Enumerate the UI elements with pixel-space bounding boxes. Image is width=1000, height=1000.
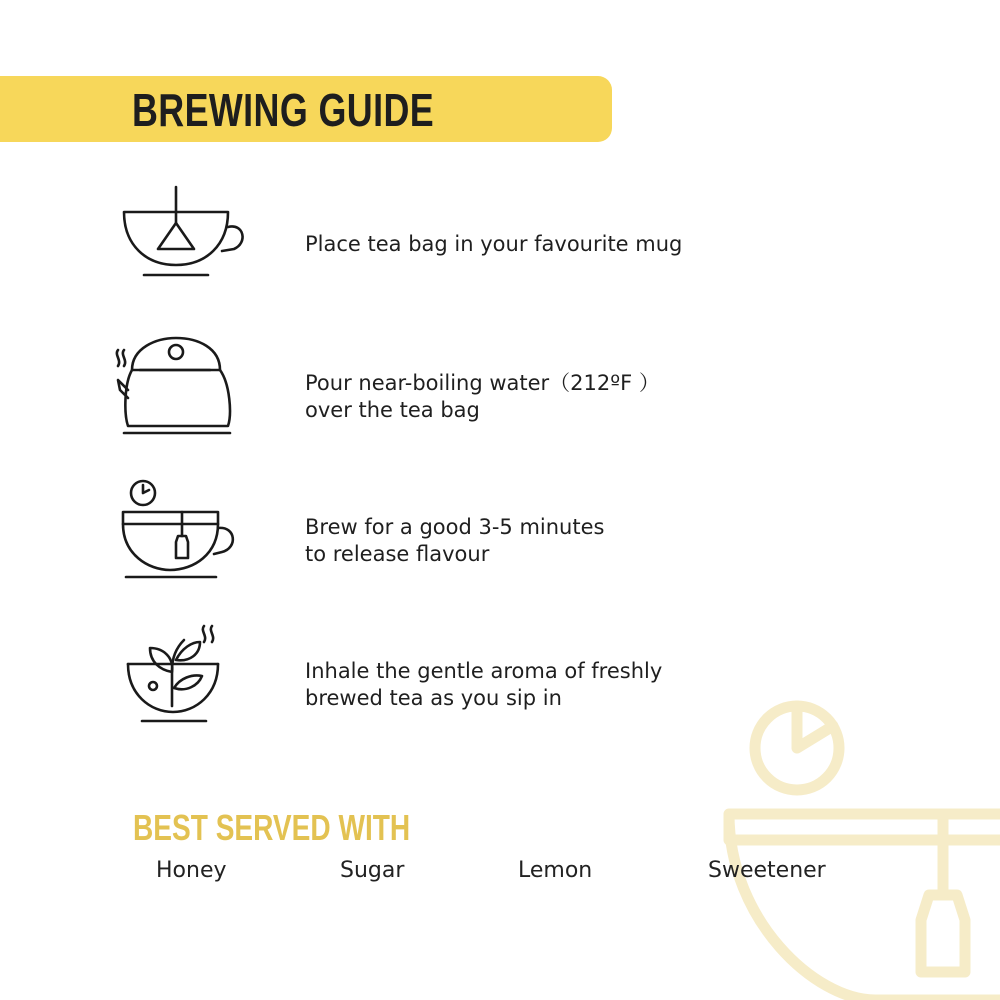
step-text-4 xyxy=(305,658,662,712)
step-2-line-2: over the tea bag xyxy=(305,398,480,422)
step-2-line-1: Pour near-boiling water（212ºF ） xyxy=(305,371,660,395)
served-item-sugar: Sugar xyxy=(340,858,405,883)
kettle-icon xyxy=(117,338,230,433)
page-title: BREWING GUIDE xyxy=(132,84,435,136)
step-3-line-2: to release flavour xyxy=(305,542,490,566)
decorative-tea-cup-icon xyxy=(715,690,1000,1000)
step-text-3 xyxy=(305,514,604,568)
tea-bag-mug-icon xyxy=(118,185,248,280)
served-item-honey: Honey xyxy=(156,858,227,883)
timer-cup-icon xyxy=(123,481,233,577)
step-4-line-1: Inhale the gentle aroma of freshly xyxy=(305,659,663,683)
step-text-2 xyxy=(305,370,660,424)
served-item-lemon: Lemon xyxy=(518,858,593,883)
step-4-line-2: brewed tea as you sip in xyxy=(305,686,562,710)
served-with-title: BEST SERVED WITH xyxy=(133,807,411,848)
step-text-1 xyxy=(305,231,682,258)
aroma-bowl-icon xyxy=(128,626,218,721)
step-3-line-1: Brew for a good 3-5 minutes xyxy=(305,515,605,539)
step-1-line-1: Place tea bag in your favourite mug xyxy=(305,232,683,256)
served-item-sweetener: Sweetener xyxy=(708,858,826,883)
